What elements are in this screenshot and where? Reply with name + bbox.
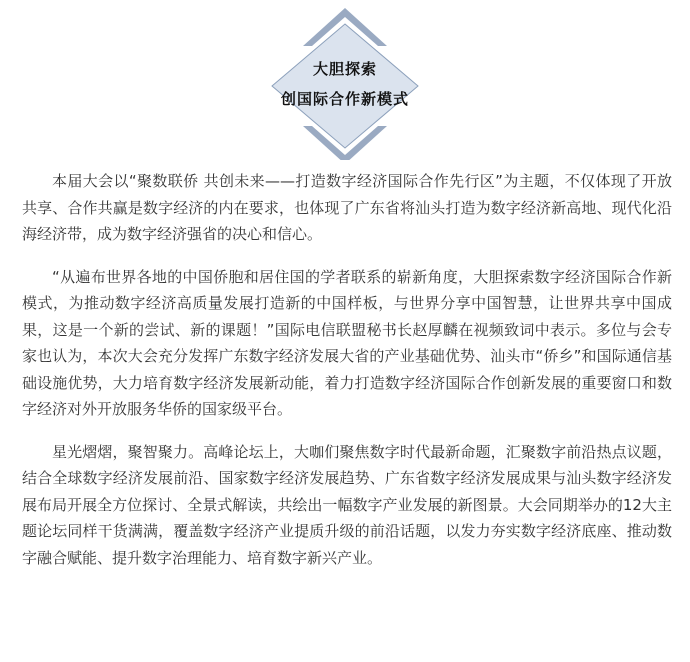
diamond-shape [272,24,418,148]
paragraph-3: 星光熠熠，聚智聚力。高峰论坛上，大咖们聚焦数字时代最新命题，汇聚数字前沿热点议题，结合全球数字经济发展前沿、国家数字经济发展趋势、广东省数字经济发展成果与汕头数字经济发展布局开展全方位探讨、全景式解读，共绘出一幅数字产业发展的新图景。大会同期举办的12大主题论坛同样干货满满，覆盖数字经济产业提质升级的前沿话题，以发力夯实数字经济底座、推动数字融合赋能、提升数字治理能力、培育数字新兴产业。 [22,442,672,567]
article-body [22,168,672,587]
section-header [0,0,690,160]
paragraph-2: “从遍布世界各地的中国侨胞和居住国的学者联系的崭新角度，大胆探索数字经济国际合作新模式，为推动数字经济高质量发展打造新的中国样板，与世界分享中国智慧，让世界共享中国成果，这是一个新的尝试、新的课题！”国际电信联盟秘书长赵厚麟在视频致词中表示。多位与会专家也认为，本次大会充分发挥广东数字经济发展大省的产业基础优势、汕头市“侨乡”和国际通信基础设施优势，大力培育数字经济发展新动能，着力打造数字经济国际合作创新发展的重要窗口和数字经济对外开放服务华侨的国家级平台。 [22,267,672,418]
diamond-ornament [0,0,690,160]
paragraph-1: 本届大会以“聚数联侨 共创未来——打造数字经济国际合作先行区”为主题，不仅体现了开放共享、合作共赢是数字经济的内在要求，也体现了广东省将汕头打造为数字经济新高地、现代化沿海经济带，成为数字经济强省的决心和信心。 [22,172,672,243]
header-title-line2: 创国际合作新模式 [280,90,409,108]
header-title-line1: 大胆探索 [312,60,377,78]
